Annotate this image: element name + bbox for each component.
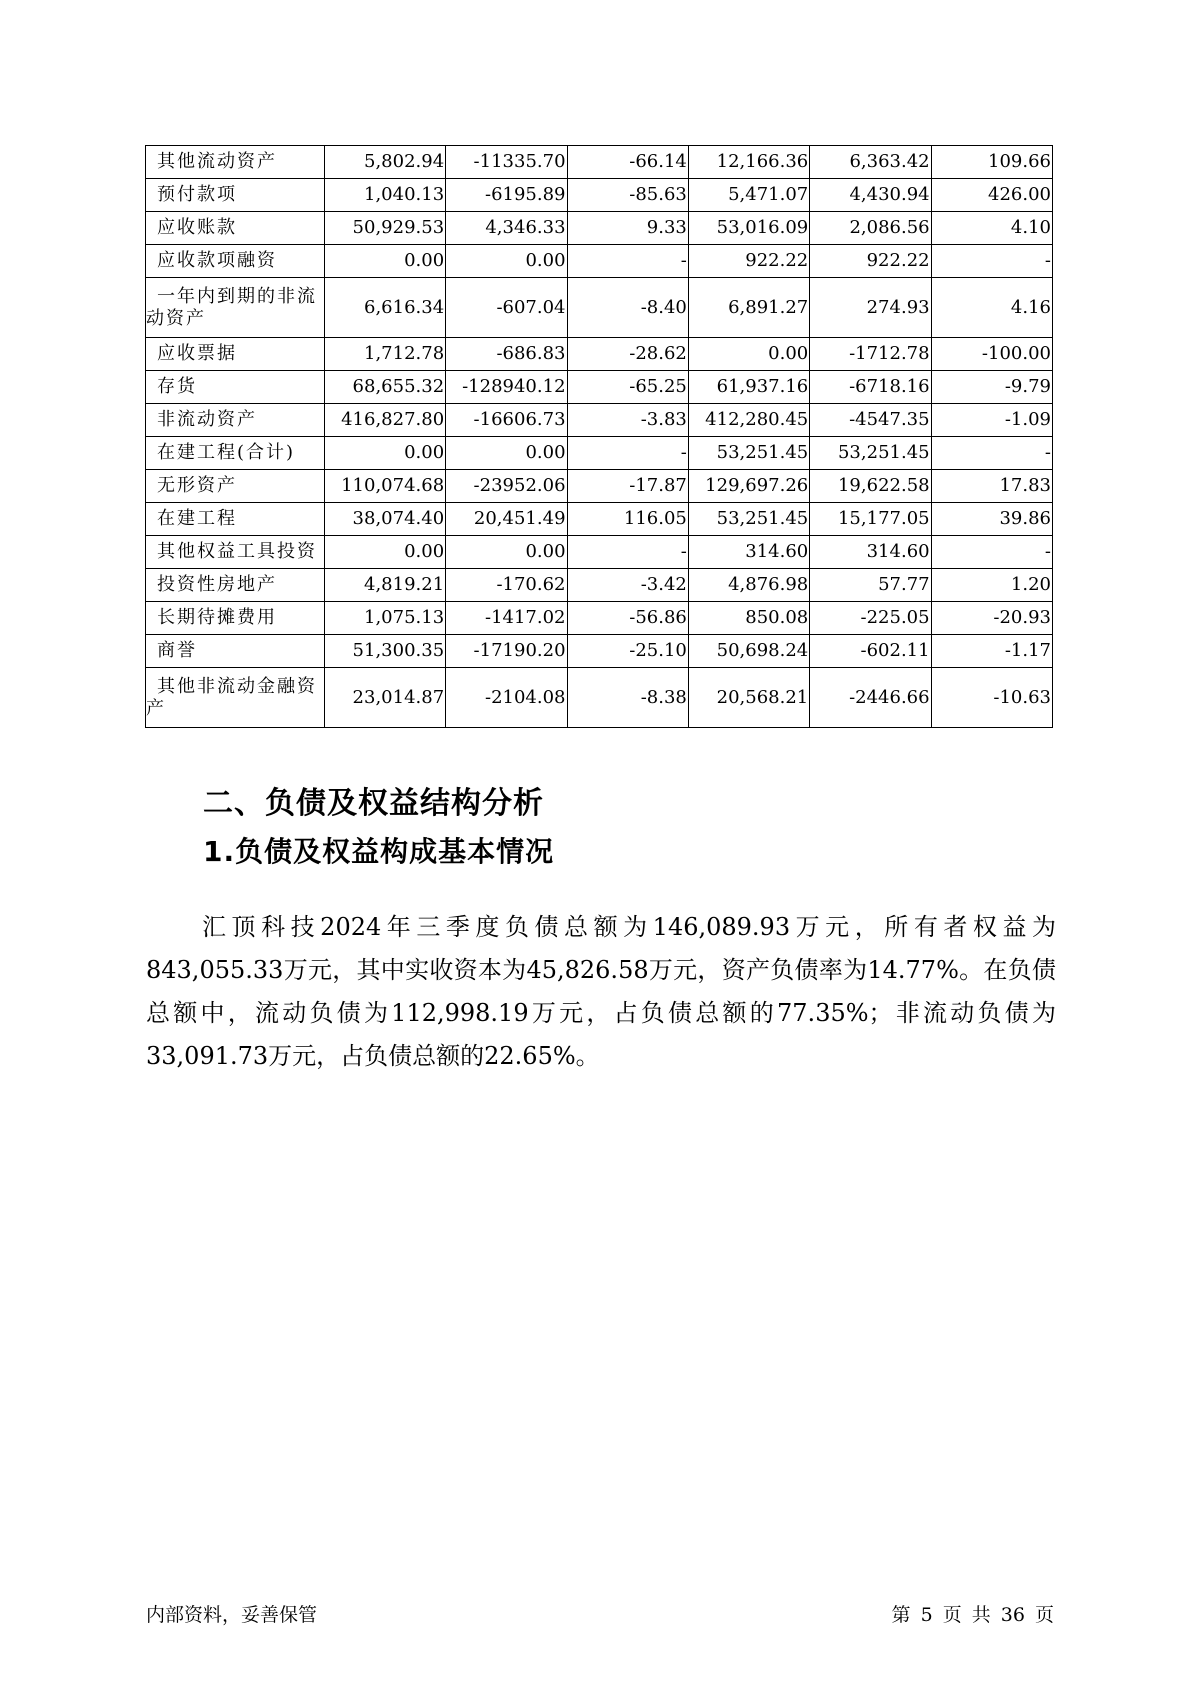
table-cell: 4,430.94 xyxy=(810,179,931,212)
table-cell: 4,876.98 xyxy=(688,569,809,602)
table-cell: -1712.78 xyxy=(810,338,931,371)
table-cell: 51,300.35 xyxy=(324,635,445,668)
table-cell: -3.42 xyxy=(567,569,688,602)
table-row xyxy=(146,404,1053,437)
table-cell: 0.00 xyxy=(324,245,445,278)
table-cell: 4.10 xyxy=(931,212,1052,245)
table-cell: -8.38 xyxy=(567,668,688,728)
table-cell: 922.22 xyxy=(810,245,931,278)
table-cell: -23952.06 xyxy=(446,470,567,503)
table-cell: 116.05 xyxy=(567,503,688,536)
table-cell: -6195.89 xyxy=(446,179,567,212)
table-cell: 23,014.87 xyxy=(324,668,445,728)
table-cell: -1.09 xyxy=(931,404,1052,437)
table-cell: 53,251.45 xyxy=(688,437,809,470)
table-cell: 9.33 xyxy=(567,212,688,245)
row-label-line: 产 xyxy=(146,697,166,719)
table-row xyxy=(146,338,1053,371)
table-cell: 0.00 xyxy=(446,437,567,470)
table-cell: 12,166.36 xyxy=(688,146,809,179)
table-cell: -8.40 xyxy=(567,278,688,338)
table-cell: -9.79 xyxy=(931,371,1052,404)
table-cell: 61,937.16 xyxy=(688,371,809,404)
table-row xyxy=(146,245,1053,278)
table-cell: 6,616.34 xyxy=(324,278,445,338)
table-cell: -686.83 xyxy=(446,338,567,371)
table-cell: -6718.16 xyxy=(810,371,931,404)
table-row xyxy=(146,371,1053,404)
footer-confidential-note: 内部资料，妥善保管 xyxy=(146,1604,318,1626)
table-cell: 15,177.05 xyxy=(810,503,931,536)
table-cell: 1,075.13 xyxy=(324,602,445,635)
table-cell: -85.63 xyxy=(567,179,688,212)
table-row xyxy=(146,602,1053,635)
row-label: 在建工程(合计) xyxy=(146,437,325,470)
table-cell: 19,622.58 xyxy=(810,470,931,503)
table-cell: - xyxy=(567,437,688,470)
table-row xyxy=(146,278,1053,338)
table-cell: 38,074.40 xyxy=(324,503,445,536)
table-cell: -25.10 xyxy=(567,635,688,668)
table-cell: -4547.35 xyxy=(810,404,931,437)
table-cell: 57.77 xyxy=(810,569,931,602)
table-cell: -2446.66 xyxy=(810,668,931,728)
row-label-line: 一年内到期的非流 xyxy=(157,285,317,307)
table-cell: 110,074.68 xyxy=(324,470,445,503)
table-cell: - xyxy=(931,437,1052,470)
table-cell: 2,086.56 xyxy=(810,212,931,245)
table-cell: 4.16 xyxy=(931,278,1052,338)
table-cell: 274.93 xyxy=(810,278,931,338)
row-label: 长期待摊费用 xyxy=(146,602,325,635)
table-cell: -170.62 xyxy=(446,569,567,602)
table-cell: 0.00 xyxy=(324,437,445,470)
footer-page-number: 第 5 页 共 36 页 xyxy=(891,1604,1054,1626)
row-label: 应收票据 xyxy=(146,338,325,371)
table-row xyxy=(146,635,1053,668)
table-cell: 20,451.49 xyxy=(446,503,567,536)
table-cell: -28.62 xyxy=(567,338,688,371)
table-cell: -56.86 xyxy=(567,602,688,635)
table-cell: -16606.73 xyxy=(446,404,567,437)
table-cell: 850.08 xyxy=(688,602,809,635)
row-label: 其他流动资产 xyxy=(146,146,325,179)
table-cell: 53,016.09 xyxy=(688,212,809,245)
table-cell: 50,698.24 xyxy=(688,635,809,668)
table-cell: 314.60 xyxy=(688,536,809,569)
asset-structure-table xyxy=(145,145,1053,728)
table-cell: 416,827.80 xyxy=(324,404,445,437)
table-cell: 0.00 xyxy=(446,536,567,569)
table-cell: -2104.08 xyxy=(446,668,567,728)
table-cell: -66.14 xyxy=(567,146,688,179)
row-label: 无形资产 xyxy=(146,470,325,503)
table-cell: 20,568.21 xyxy=(688,668,809,728)
table-cell: -602.11 xyxy=(810,635,931,668)
row-label: 预付款项 xyxy=(146,179,325,212)
table-cell: 6,891.27 xyxy=(688,278,809,338)
table-cell: -1.17 xyxy=(931,635,1052,668)
table-cell: -10.63 xyxy=(931,668,1052,728)
table-cell: 53,251.45 xyxy=(810,437,931,470)
table-cell: 17.83 xyxy=(931,470,1052,503)
row-label-line: 动资产 xyxy=(146,307,206,329)
row-label: 在建工程 xyxy=(146,503,325,536)
table-cell: - xyxy=(567,536,688,569)
table-cell: -17190.20 xyxy=(446,635,567,668)
table-cell: 109.66 xyxy=(931,146,1052,179)
section-heading: 二、负债及权益结构分析 xyxy=(203,786,544,821)
table-cell: 68,655.32 xyxy=(324,371,445,404)
table-row xyxy=(146,212,1053,245)
table-cell: 0.00 xyxy=(324,536,445,569)
table-cell: 4,819.21 xyxy=(324,569,445,602)
row-label: 投资性房地产 xyxy=(146,569,325,602)
table-row xyxy=(146,536,1053,569)
table-cell: 5,802.94 xyxy=(324,146,445,179)
table-cell: 1,712.78 xyxy=(324,338,445,371)
table-row xyxy=(146,569,1053,602)
row-label: 应收款项融资 xyxy=(146,245,325,278)
table-cell: -128940.12 xyxy=(446,371,567,404)
table-cell: 1.20 xyxy=(931,569,1052,602)
table-cell: 4,346.33 xyxy=(446,212,567,245)
table-cell: -65.25 xyxy=(567,371,688,404)
table-cell: -225.05 xyxy=(810,602,931,635)
table-cell: - xyxy=(931,536,1052,569)
table-cell: - xyxy=(567,245,688,278)
row-label: 存货 xyxy=(146,371,325,404)
table-cell: 426.00 xyxy=(931,179,1052,212)
table-cell: -20.93 xyxy=(931,602,1052,635)
table-cell: -17.87 xyxy=(567,470,688,503)
table-cell: 922.22 xyxy=(688,245,809,278)
table-cell: 314.60 xyxy=(810,536,931,569)
row-label xyxy=(146,668,325,728)
table-cell: -100.00 xyxy=(931,338,1052,371)
row-label: 其他权益工具投资 xyxy=(146,536,325,569)
table-cell: 0.00 xyxy=(688,338,809,371)
table-row xyxy=(146,179,1053,212)
table-cell: 5,471.07 xyxy=(688,179,809,212)
table-row xyxy=(146,668,1053,728)
row-label xyxy=(146,278,325,338)
table-row xyxy=(146,470,1053,503)
table-cell: 129,697.26 xyxy=(688,470,809,503)
table-cell: 50,929.53 xyxy=(324,212,445,245)
table-row xyxy=(146,437,1053,470)
table-cell: - xyxy=(931,245,1052,278)
table-row xyxy=(146,503,1053,536)
row-label-line: 其他非流动金融资 xyxy=(157,675,317,697)
row-label: 应收账款 xyxy=(146,212,325,245)
table-cell: 1,040.13 xyxy=(324,179,445,212)
row-label: 非流动资产 xyxy=(146,404,325,437)
table-cell: -607.04 xyxy=(446,278,567,338)
table-cell: -3.83 xyxy=(567,404,688,437)
row-label: 商誉 xyxy=(146,635,325,668)
table-cell: -11335.70 xyxy=(446,146,567,179)
table-cell: 6,363.42 xyxy=(810,146,931,179)
subsection-heading: 1.负债及权益构成基本情况 xyxy=(203,835,555,868)
table-cell: 53,251.45 xyxy=(688,503,809,536)
table-cell: 412,280.45 xyxy=(688,404,809,437)
body-paragraph: 汇顶科技2024年三季度负债总额为146,089.93万元，所有者权益为843,055.33万元，其中实收资本为45,826.58万元，资产负债率为14.77%。在负债总额中，流动负债为112,998.19万元，占负债总额的77.35%；非流动负债为33,091.73万元，占负债总额的22.65%。 xyxy=(146,913,1056,1070)
table-cell: 39.86 xyxy=(931,503,1052,536)
table-cell: 0.00 xyxy=(446,245,567,278)
table-row xyxy=(146,146,1053,179)
table-cell: -1417.02 xyxy=(446,602,567,635)
